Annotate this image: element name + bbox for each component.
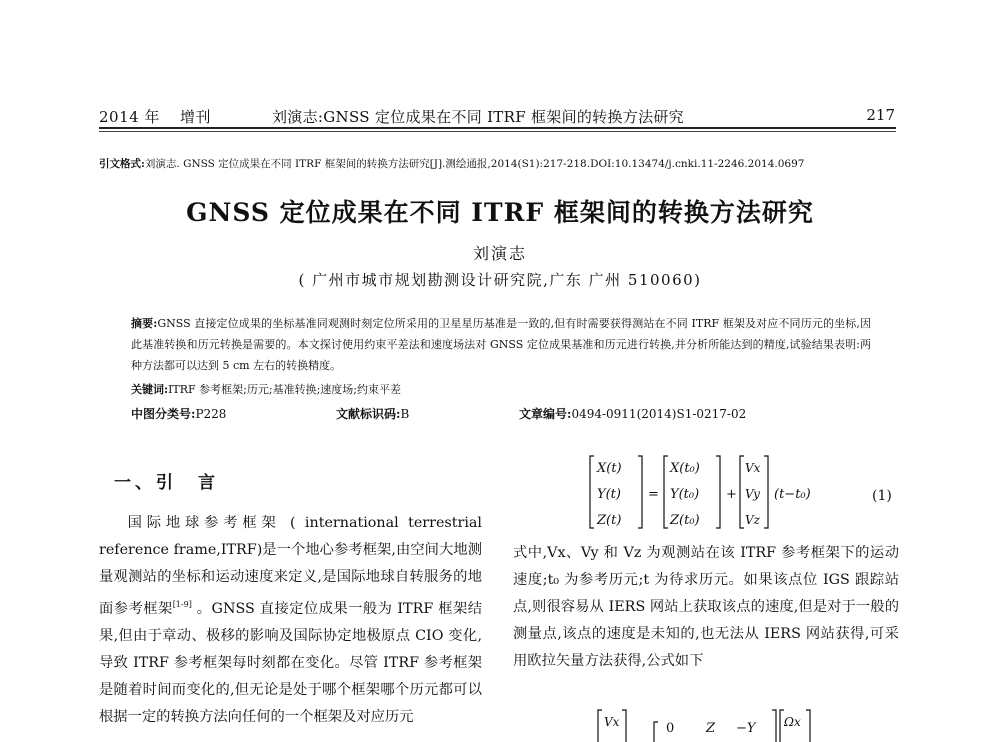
eq1-plus: + — [726, 487, 737, 502]
equation-2 — [596, 706, 826, 742]
header-rule-thick — [99, 127, 896, 129]
eq1-rhs-x: X(t₀) — [670, 461, 700, 476]
citation — [99, 156, 804, 171]
document-code: 文献标识码:B — [336, 407, 410, 421]
eq2-vx: Vx — [604, 715, 620, 729]
eq2-row1-col1: 0 — [666, 721, 675, 736]
keywords-text: ITRF 参考框架;历元;基准转换;速度场;约束平差 — [168, 383, 401, 396]
header-issue: 增刊 — [179, 108, 211, 126]
eq1-equals: = — [648, 487, 659, 502]
equation-1 — [588, 452, 838, 532]
eq1-dt: (t−t₀) — [774, 487, 811, 502]
eq1-rhs-z: Z(t₀) — [670, 513, 700, 528]
abstract-text: GNSS 直接定位成果的坐标基准同观测时刻定位所采用的卫星星历基准是一致的,但有时需要获得测站在不同 ITRF 框架及对应不同历元的坐标,因此基准转换和历元转换是需要的。本文探讨使用约束平差法和速度场法对 GNSS 定位成果基准和历元进行转换,并分析所能达到的精度,试验结果表明:两种方法都可以达到 5 cm 左右的转换精度。 — [131, 317, 871, 372]
eq1-lhs-x: X(t) — [597, 461, 622, 476]
clc-number: 中图分类号:P228 — [131, 407, 227, 421]
eq1-vx: Vx — [745, 461, 761, 475]
author: 刘演志 — [472, 244, 527, 263]
eq2-row1-col3: −Y — [736, 721, 756, 736]
reference-marker: [1-9] — [172, 600, 192, 609]
paper-title: GNSS 定位成果在不同 ITRF 框架间的转换方法研究 — [186, 198, 814, 227]
citation-label: 引文格式: — [99, 158, 145, 170]
keywords-label: 关键词: — [131, 383, 169, 396]
equation-1-number: (1) — [872, 488, 892, 504]
keywords — [131, 381, 401, 397]
eq1-lhs-z: Z(t) — [597, 513, 622, 528]
abstract — [131, 313, 871, 376]
header-rule-thin — [99, 131, 896, 132]
right-column-paragraph: 式中,Vx、Vy 和 Vz 为观测站在该 ITRF 参考框架下的运动速度;t₀ 为参考历元;t 为待求历元。如果该点位 IGS 跟踪站点,则很容易从 IERS 网站上获取该点的速度,但是对于一般的测量点,该点的速度是未知的,也无法从 IERS 网站获得,可采用欧拉矢量方法获得,公式如下 — [513, 545, 899, 669]
header-year-issue — [99, 106, 211, 127]
page-number: 217 — [866, 106, 895, 124]
section-heading-introduction: 一、引 言 — [114, 473, 219, 493]
citation-text: 刘演志. GNSS 定位成果在不同 ITRF 框架间的转换方法研究[J].测绘通报,2014(S1):217-218.DOI:10.13474/j.cnki.11-2246.2014.0697 — [144, 158, 805, 170]
running-title: 刘演志:GNSS 定位成果在不同 ITRF 框架间的转换方法研究 — [272, 108, 684, 126]
abstract-label: 摘要: — [131, 317, 158, 330]
eq2-row1-col2: Z — [706, 721, 716, 736]
affiliation: ( 广州市城市规划勘测设计研究院,广东 广州 510060) — [298, 271, 702, 289]
article-number: 文章编号:0494-0911(2014)S1-0217-02 — [519, 407, 747, 421]
eq1-vz: Vz — [745, 513, 760, 527]
eq1-lhs-y: Y(t) — [597, 487, 621, 502]
eq1-rhs-y: Y(t₀) — [670, 487, 700, 502]
eq1-vy: Vy — [745, 487, 760, 501]
header-year: 2014 年 — [99, 108, 160, 126]
introduction-paragraph: 国际地球参考框架 ( international terrestrial reference frame,ITRF)是一个地心参考框架,由空间大地测量观测站的坐标和运动速度来定义,是国际地球自转服务的地面参考框架[1-9] 。GNSS 直接定位成果一般为 ITRF 框架结果,但由于章动、极移的影响及国际协定地极原点 CIO 变化,导致 ITRF 参考框架每时刻都在变化。尽管 ITRF 参考框架是随着时间而变化的,但无论是处于哪个框架哪个历元都可以根据一定的转换方法向任何的一个框架及对应历元 — [99, 515, 483, 725]
eq2-omega-x: Ωx — [784, 715, 801, 729]
